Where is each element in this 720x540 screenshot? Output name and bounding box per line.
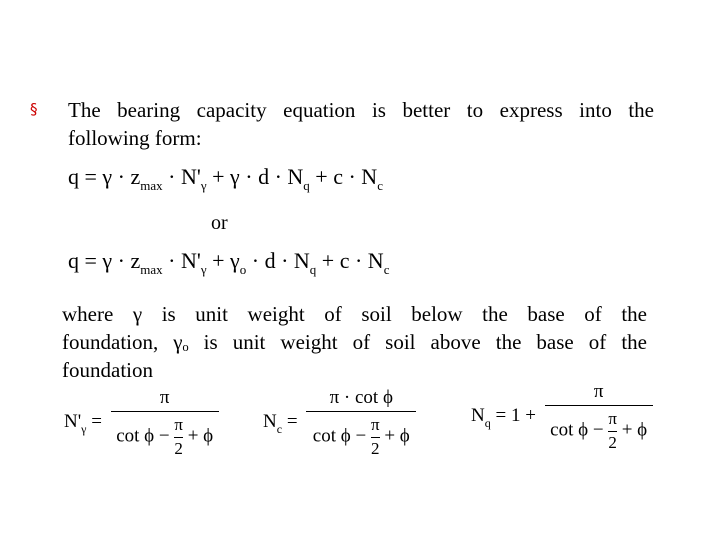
eq1-dot-2: · (168, 164, 176, 189)
nq-lhs: N (471, 404, 485, 426)
ng-mini-pi: π (174, 415, 183, 434)
eq1-gamma: γ (102, 164, 113, 189)
eq1-c: c (333, 164, 343, 189)
equation-2 (68, 250, 389, 276)
nc-cot-phi: cot ϕ (312, 425, 351, 447)
nq-one-plus: = 1 + (495, 404, 536, 426)
formula-n-q (471, 382, 653, 452)
eq2-z: z (130, 248, 141, 273)
intro-paragraph (68, 96, 654, 152)
eq1-c-sub: c (377, 178, 383, 193)
eq1-max-sub: max (140, 178, 163, 193)
eq1-gamma-2: γ (230, 164, 240, 189)
ng-denominator (111, 412, 219, 458)
eq2-nc: N (367, 248, 384, 273)
eq1-dot-5: · (348, 164, 356, 189)
eq1-dot: · (117, 164, 125, 189)
eq2-q-sub: q (309, 262, 317, 277)
eq2-plus-2: + (321, 248, 335, 273)
eq2-q: q (68, 248, 79, 273)
intro-line-1: The bearing capacity equation is better to express into the (68, 98, 654, 122)
equation-1 (68, 166, 383, 192)
eq2-dot-2: · (168, 248, 176, 273)
nc-minus: − (355, 425, 367, 447)
eq2-dot: · (117, 248, 125, 273)
ng-minus: − (158, 425, 170, 447)
eq2-c: c (339, 248, 350, 273)
nc-mini-2: 2 (371, 438, 380, 458)
eq2-dot-5: · (354, 248, 363, 273)
nq-minus: − (592, 419, 604, 441)
eq2-gamma-sub: γ (200, 262, 207, 277)
eq2-d: d (264, 248, 276, 273)
eq2-gamma: γ (102, 248, 113, 273)
nq-sub: q (484, 415, 491, 430)
description-paragraph (62, 300, 647, 384)
description-line-1: where γ is unit weight of soil below the base of the (62, 302, 647, 326)
ng-mini-2: 2 (174, 438, 183, 458)
ng-pi-over-2 (174, 416, 183, 458)
nc-fraction (306, 388, 416, 458)
eq1-d: d (258, 164, 270, 189)
formula-n-gamma (64, 388, 219, 458)
nc-lhs: N (263, 410, 277, 432)
eq1-nprime: N' (180, 164, 201, 189)
ng-lhs: N' (64, 410, 82, 432)
eq2-max-sub: max (140, 262, 163, 277)
description-line-3: foundation (62, 358, 153, 382)
nq-mini-pi: π (608, 409, 617, 428)
eq1-plus: + (212, 164, 225, 189)
eq1-nq: N (287, 164, 304, 189)
eq2-nprime: N' (180, 248, 201, 273)
eq1-gamma-sub: γ (200, 178, 207, 193)
nq-mini-2: 2 (608, 432, 617, 452)
description-line-2: foundation, γₒ is unit weight of soil above the base of the (62, 330, 647, 354)
nc-sub: c (276, 421, 283, 436)
nc-numerator: π · cot ϕ (329, 387, 393, 408)
eq1-q: q (68, 164, 79, 189)
nc-denominator (306, 412, 416, 458)
ng-cot-phi: cot ϕ (116, 425, 155, 447)
ng-sub: γ (81, 421, 87, 436)
eq2-dot-3: · (251, 248, 260, 273)
eq1-dot-3: · (245, 164, 253, 189)
eq1-nc: N (361, 164, 378, 189)
nq-plus-phi: + ϕ (621, 419, 648, 441)
nq-denominator (545, 406, 653, 452)
eq1-dot-4: · (274, 164, 282, 189)
eq2-dot-4: · (281, 248, 289, 273)
eq1-plus-2: + (315, 164, 328, 189)
nq-fraction (545, 382, 653, 452)
nc-mini-pi: π (370, 415, 380, 434)
ng-plus-phi: + ϕ (187, 425, 214, 447)
eq1-q-sub: q (303, 178, 310, 193)
nq-numerator: π (593, 381, 604, 402)
ng-equals: = (91, 410, 102, 432)
eq1-equals: = (84, 164, 97, 189)
eq2-plus: + (212, 248, 225, 273)
nc-equals: = (286, 410, 298, 432)
eq2-nq: N (293, 248, 310, 273)
eq2-gamma-o: γ (230, 248, 240, 273)
nq-pi-over-2 (608, 410, 617, 452)
or-text: or (211, 212, 228, 234)
ng-numerator: π (159, 387, 170, 408)
nc-pi-over-2 (371, 416, 380, 458)
ng-fraction (111, 388, 219, 458)
nq-cot-phi: cot ϕ (550, 419, 589, 441)
intro-line-2: following form: (68, 126, 202, 150)
eq1-z: z (130, 164, 141, 189)
eq2-o-sub: o (239, 262, 247, 277)
formula-n-c (263, 388, 416, 458)
nc-plus-phi: + ϕ (384, 425, 410, 447)
eq2-equals: = (84, 248, 97, 273)
eq2-c-sub: c (383, 262, 390, 277)
bullet-icon: § (30, 100, 38, 118)
